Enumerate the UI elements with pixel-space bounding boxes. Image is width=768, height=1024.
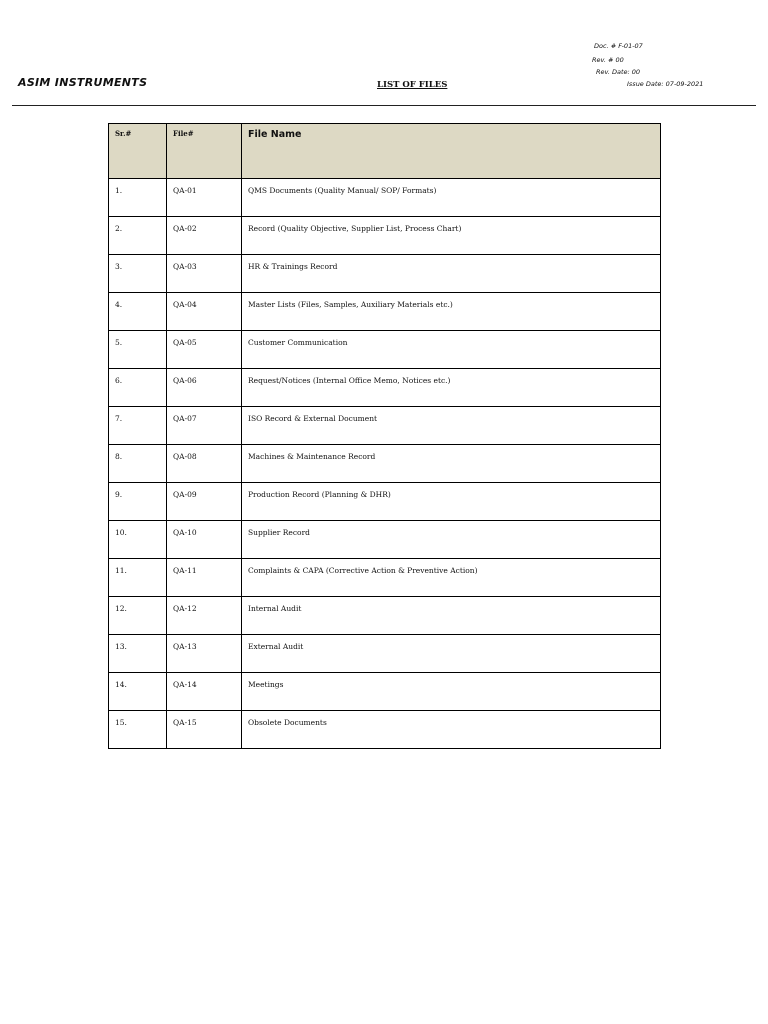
revision-date: Rev. Date: 00 [596,68,641,76]
serial-cell: 15. [109,711,167,749]
serial-cell: 10. [109,521,167,559]
table-row [109,559,661,597]
file-name-cell: Request/Notices (Internal Office Memo, Notices etc.) [242,369,661,407]
table-row [109,407,661,445]
file-number-cell: QA-15 [167,711,242,749]
table-row [109,331,661,369]
file-number-cell: QA-12 [167,597,242,635]
table-row [109,673,661,711]
revision-number: Rev. # 00 [592,56,624,64]
file-name-cell: Machines & Maintenance Record [242,445,661,483]
serial-cell: 13. [109,635,167,673]
file-number-cell: QA-02 [167,217,242,255]
serial-cell: 6. [109,369,167,407]
table-row [109,521,661,559]
file-number-cell: QA-03 [167,255,242,293]
file-name-cell: Internal Audit [242,597,661,635]
table-row [109,255,661,293]
column-header-file-name: File Name [242,124,661,179]
doc-number: Doc. # F-01-07 [594,42,643,50]
file-number-cell: QA-11 [167,559,242,597]
file-number-cell: QA-08 [167,445,242,483]
table-row [109,597,661,635]
file-name-cell: Production Record (Planning & DHR) [242,483,661,521]
file-number-cell: QA-05 [167,331,242,369]
serial-cell: 11. [109,559,167,597]
file-number-cell: QA-13 [167,635,242,673]
file-number-cell: QA-01 [167,179,242,217]
serial-cell: 4. [109,293,167,331]
serial-cell: 12. [109,597,167,635]
file-number-cell: QA-04 [167,293,242,331]
table-row [109,217,661,255]
file-name-cell: Complaints & CAPA (Corrective Action & Preventive Action) [242,559,661,597]
table-row [109,635,661,673]
file-name-cell: Obsolete Documents [242,711,661,749]
table-row [109,445,661,483]
document-title: LIST OF FILES [377,80,448,90]
table-header-row [109,124,661,179]
file-name-cell: ISO Record & External Document [242,407,661,445]
file-number-cell: QA-14 [167,673,242,711]
file-name-cell: Meetings [242,673,661,711]
file-name-cell: HR & Trainings Record [242,255,661,293]
file-number-cell: QA-07 [167,407,242,445]
file-number-cell: QA-10 [167,521,242,559]
file-name-cell: Customer Communication [242,331,661,369]
table-row [109,483,661,521]
serial-cell: 9. [109,483,167,521]
serial-cell: 7. [109,407,167,445]
file-name-cell: QMS Documents (Quality Manual/ SOP/ Formats) [242,179,661,217]
files-table [108,123,661,749]
file-name-cell: Supplier Record [242,521,661,559]
serial-cell: 1. [109,179,167,217]
serial-cell: 3. [109,255,167,293]
table-row [109,711,661,749]
header-divider [12,105,756,106]
file-name-cell: External Audit [242,635,661,673]
table-row [109,369,661,407]
table-row [109,179,661,217]
serial-cell: 5. [109,331,167,369]
file-number-cell: QA-09 [167,483,242,521]
company-name: ASIM INSTRUMENTS [18,76,148,89]
serial-cell: 14. [109,673,167,711]
table-row [109,293,661,331]
file-number-cell: QA-06 [167,369,242,407]
file-name-cell: Record (Quality Objective, Supplier List, Process Chart) [242,217,661,255]
column-header-serial: Sr.# [109,124,167,179]
issue-date: Issue Date: 07-09-2021 [627,80,704,88]
serial-cell: 8. [109,445,167,483]
column-header-file-number: File# [167,124,242,179]
serial-cell: 2. [109,217,167,255]
file-name-cell: Master Lists (Files, Samples, Auxiliary Materials etc.) [242,293,661,331]
